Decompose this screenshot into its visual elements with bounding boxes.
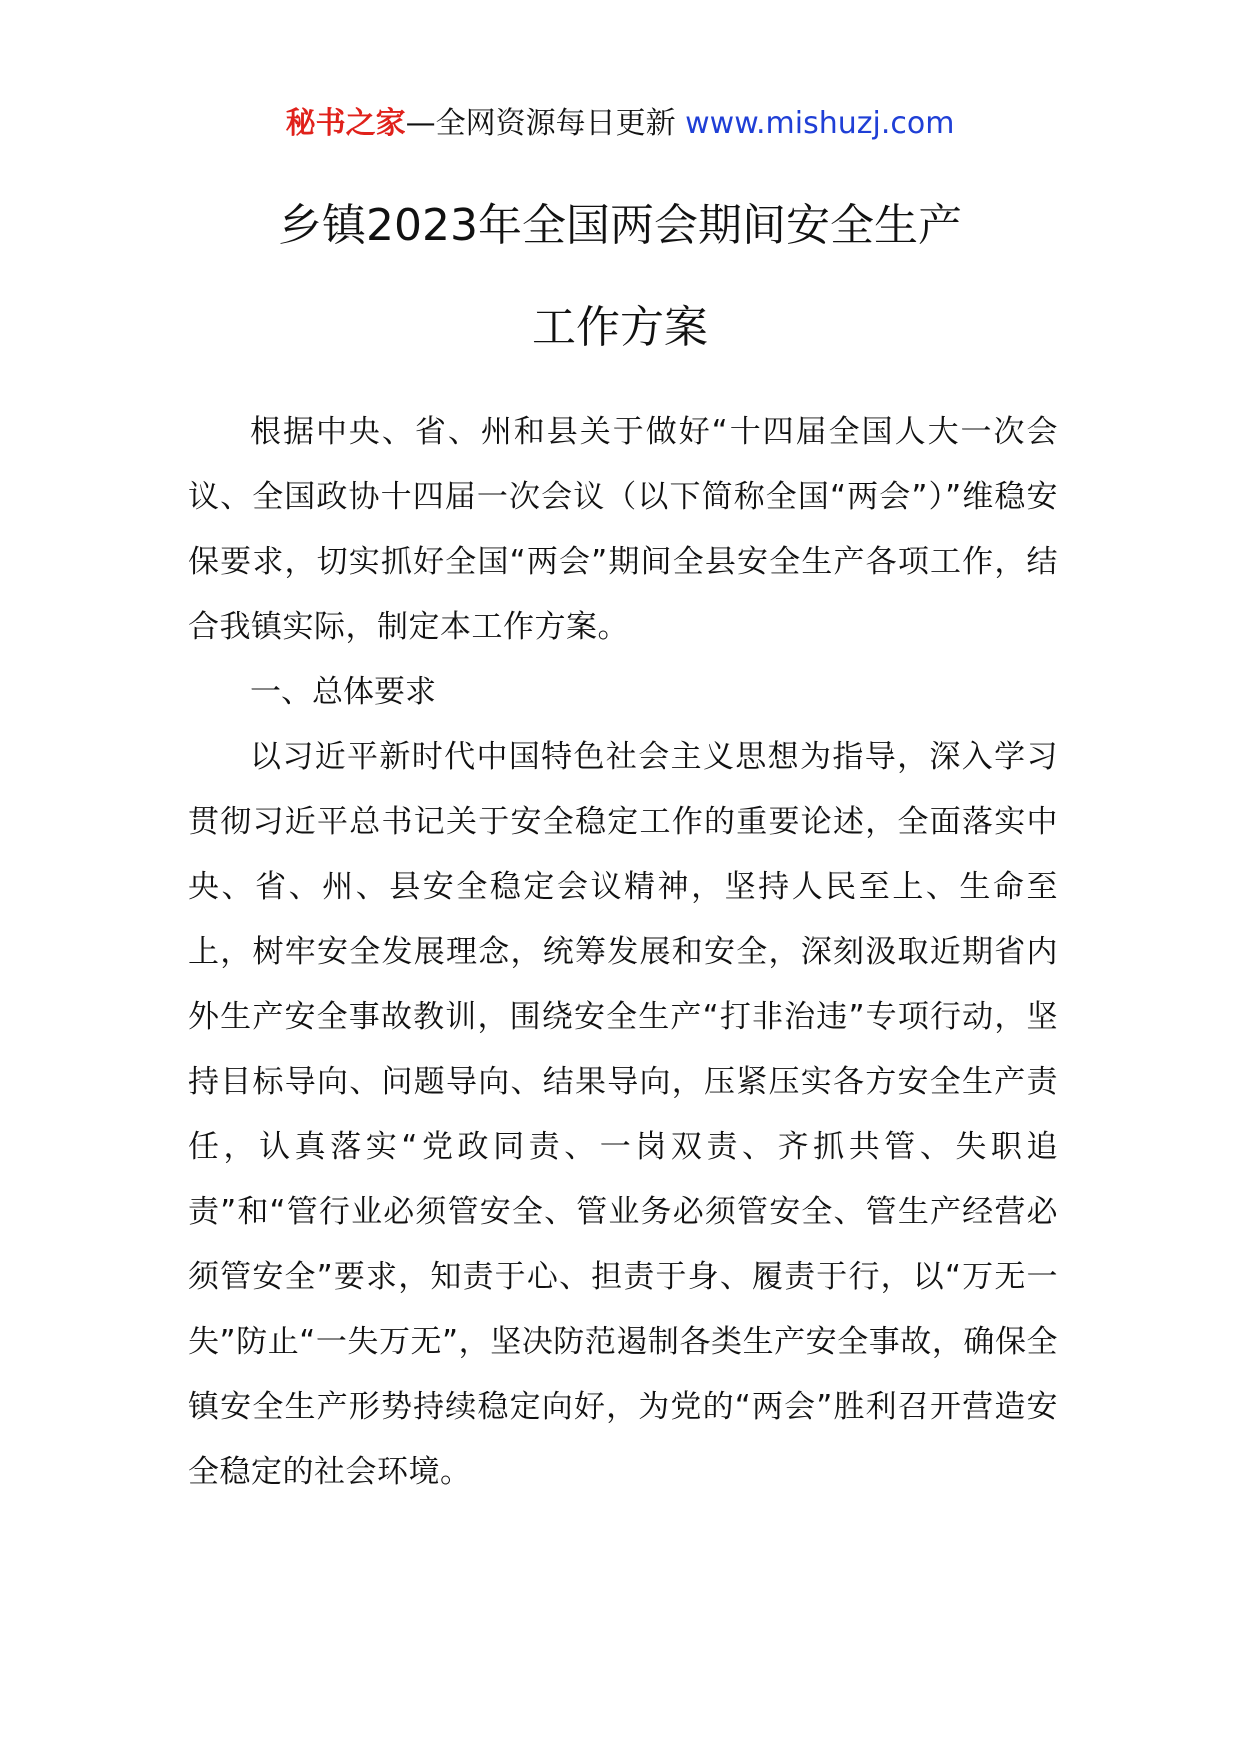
- section-paragraph: 以习近平新时代中国特色社会主义思想为指导，深入学习贯彻习近平总书记关于安全稳定工作的重要论述，全面落实中央、省、州、县安全稳定会议精神，坚持人民至上、生命至上，树牢安全发展理念，统筹发展和安全，深刻汲取近期省内外生产安全事故教训，围绕安全生产“打非治违”专项行动，坚持目标导向、问题导向、结果导向，压紧压实各方安全生产责任，认真落实“党政同责、一岗双责、齐抓共管、失职追责”和“管行业必须管安全、管业务必须管安全、管生产经营必须管安全”要求，知责于心、担责于身、履责于行，以“万无一失”防止“一失万无”，坚决防范遏制各类生产安全事故，确保全镇安全生产形势持续稳定向好，为党的“两会”胜利召开营造安全稳定的社会环境。: [188, 739, 1058, 1490]
- intro-paragraph: 根据中央、省、州和县关于做好“十四届全国人大一次会议、全国政协十四届一次会议（以下简称全国“两会”）”维稳安保要求，切实抓好全国“两会”期间全县安全生产各项工作，结合我镇实际，制定本工作方案。: [188, 414, 1058, 645]
- section-heading: 一、总体要求: [250, 674, 436, 710]
- watermark-tagline: —全网资源每日更新: [405, 106, 686, 141]
- watermark-header: [0, 104, 1240, 144]
- document-title-line2: 工作方案: [532, 302, 708, 353]
- watermark-brand: 秘书之家: [285, 106, 406, 141]
- document-body: [188, 400, 1058, 1505]
- document-title-line1: 乡镇2023年全国两会期间安全生产: [278, 200, 962, 251]
- watermark-url[interactable]: www.mishuzj.com: [685, 106, 955, 141]
